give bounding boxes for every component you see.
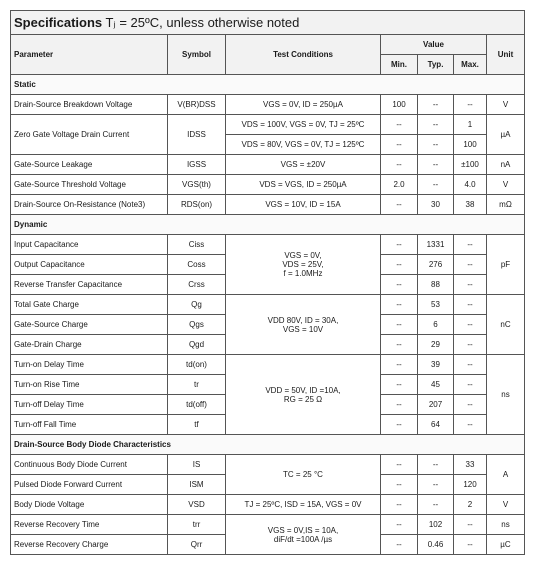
typ-cell: 0.46 — [418, 535, 454, 555]
test-cell: VDS = 80V, VGS = 0V, TJ = 125ºC — [226, 135, 381, 155]
table-row — [11, 235, 525, 255]
test-cell — [226, 515, 381, 555]
header-row-1 — [11, 35, 525, 55]
symbol-cell: VSD — [168, 495, 226, 515]
symbol-cell: IDSS — [168, 115, 226, 155]
typ-cell: -- — [418, 495, 454, 515]
typ-cell: 276 — [418, 255, 454, 275]
title-condition: Tⱼ = 25ºC, unless otherwise noted — [105, 14, 300, 30]
test-cell: VDS = VGS, ID = 250µA — [226, 175, 381, 195]
test-cell: VDS = 100V, VGS = 0V, TJ = 25ºC — [226, 115, 381, 135]
min-cell: -- — [381, 375, 418, 395]
min-cell: -- — [381, 475, 418, 495]
typ-cell: -- — [418, 475, 454, 495]
unit-cell: µA — [487, 115, 525, 155]
max-cell: 1 — [454, 115, 487, 135]
max-cell: -- — [454, 275, 487, 295]
test-cell: VGS = 0V, ID = 250µA — [226, 95, 381, 115]
test-line: RG = 25 Ω — [283, 394, 323, 404]
unit-cell: ns — [487, 515, 525, 535]
symbol-cell: Qrr — [168, 535, 226, 555]
test-cell — [226, 355, 381, 435]
test-line: diF/dt =100A /µs — [273, 534, 333, 544]
param-cell: Zero Gate Voltage Drain Current — [11, 115, 168, 155]
max-cell: -- — [454, 255, 487, 275]
param-cell: Reverse Recovery Charge — [11, 535, 168, 555]
param-cell: Gate-Drain Charge — [11, 335, 168, 355]
table-row — [11, 115, 525, 135]
min-cell: -- — [381, 535, 418, 555]
unit-cell: µC — [487, 535, 525, 555]
title-row — [11, 11, 525, 35]
test-line: VGS = 0V,IS = 10A, — [267, 525, 339, 535]
symbol-cell: trr — [168, 515, 226, 535]
min-cell: -- — [381, 115, 418, 135]
table-row — [11, 495, 525, 515]
typ-cell: 102 — [418, 515, 454, 535]
min-cell: -- — [381, 335, 418, 355]
test-line: VDD = 50V, ID =10A, — [265, 385, 341, 395]
param-cell: Input Capacitance — [11, 235, 168, 255]
table-row — [11, 455, 525, 475]
max-cell: 120 — [454, 475, 487, 495]
section-dynamic — [11, 215, 525, 235]
symbol-cell: ISM — [168, 475, 226, 495]
section-label: Drain-Source Body Diode Characteristics — [11, 435, 525, 455]
table-row — [11, 195, 525, 215]
symbol-cell: IS — [168, 455, 226, 475]
table-row — [11, 515, 525, 535]
min-cell: -- — [381, 235, 418, 255]
min-cell: 2.0 — [381, 175, 418, 195]
symbol-cell: Qgs — [168, 315, 226, 335]
param-cell: Gate-Source Charge — [11, 315, 168, 335]
max-cell: 33 — [454, 455, 487, 475]
unit-cell: nC — [487, 295, 525, 355]
symbol-cell: tf — [168, 415, 226, 435]
test-cell — [226, 295, 381, 355]
min-cell: -- — [381, 315, 418, 335]
test-cell: VGS = ±20V — [226, 155, 381, 175]
typ-cell: -- — [418, 155, 454, 175]
typ-cell: 88 — [418, 275, 454, 295]
typ-cell: -- — [418, 455, 454, 475]
param-cell: Gate-Source Leakage — [11, 155, 168, 175]
header-unit: Unit — [487, 35, 525, 75]
typ-cell: 39 — [418, 355, 454, 375]
test-cell — [226, 235, 381, 295]
symbol-cell: Crss — [168, 275, 226, 295]
max-cell: 4.0 — [454, 175, 487, 195]
table-row — [11, 295, 525, 315]
section-diode — [11, 435, 525, 455]
param-cell: Reverse Transfer Capacitance — [11, 275, 168, 295]
param-cell: Drain-Source Breakdown Voltage — [11, 95, 168, 115]
max-cell: -- — [454, 375, 487, 395]
param-cell: Turn-on Rise Time — [11, 375, 168, 395]
min-cell: 100 — [381, 95, 418, 115]
unit-cell: V — [487, 495, 525, 515]
min-cell: -- — [381, 495, 418, 515]
param-cell: Output Capacitance — [11, 255, 168, 275]
test-line: VDS = 25V, — [282, 260, 324, 269]
min-cell: -- — [381, 195, 418, 215]
symbol-cell: VGS(th) — [168, 175, 226, 195]
unit-cell: nA — [487, 155, 525, 175]
symbol-cell: RDS(on) — [168, 195, 226, 215]
param-cell: Turn-off Fall Time — [11, 415, 168, 435]
param-cell: Reverse Recovery Time — [11, 515, 168, 535]
min-cell: -- — [381, 155, 418, 175]
min-cell: -- — [381, 275, 418, 295]
max-cell: -- — [454, 535, 487, 555]
unit-cell: pF — [487, 235, 525, 295]
param-cell: Turn-on Delay Time — [11, 355, 168, 375]
max-cell: ±100 — [454, 155, 487, 175]
test-cell: TC = 25 °C — [226, 455, 381, 495]
typ-cell: -- — [418, 95, 454, 115]
typ-cell: 207 — [418, 395, 454, 415]
typ-cell: 6 — [418, 315, 454, 335]
typ-cell: 30 — [418, 195, 454, 215]
header-parameter: Parameter — [11, 35, 168, 75]
max-cell: 2 — [454, 495, 487, 515]
max-cell: 100 — [454, 135, 487, 155]
unit-cell: V — [487, 95, 525, 115]
title-bold: Specifications — [14, 14, 103, 30]
min-cell: -- — [381, 395, 418, 415]
test-cell: TJ = 25ºC, ISD = 15A, VGS = 0V — [226, 495, 381, 515]
typ-cell: 45 — [418, 375, 454, 395]
header-symbol: Symbol — [168, 35, 226, 75]
max-cell: -- — [454, 295, 487, 315]
specifications-table — [10, 10, 525, 555]
table-row — [11, 355, 525, 375]
section-label: Static — [11, 75, 525, 95]
unit-cell: A — [487, 455, 525, 495]
typ-cell: -- — [418, 135, 454, 155]
typ-cell: 64 — [418, 415, 454, 435]
unit-cell: mΩ — [487, 195, 525, 215]
param-cell: Gate-Source Threshold Voltage — [11, 175, 168, 195]
max-cell: -- — [454, 235, 487, 255]
param-cell: Total Gate Charge — [11, 295, 168, 315]
max-cell: -- — [454, 415, 487, 435]
min-cell: -- — [381, 415, 418, 435]
symbol-cell: IGSS — [168, 155, 226, 175]
symbol-cell: td(on) — [168, 355, 226, 375]
header-min: Min. — [381, 55, 418, 75]
param-cell: Body Diode Voltage — [11, 495, 168, 515]
table-title — [11, 11, 525, 35]
max-cell: -- — [454, 335, 487, 355]
section-label: Dynamic — [11, 215, 525, 235]
specifications-table-container — [10, 10, 524, 555]
param-cell: Drain-Source On-Resistance (Note3) — [11, 195, 168, 215]
header-value: Value — [381, 35, 487, 55]
table-row — [11, 95, 525, 115]
test-line: VDD 80V, ID = 30A, — [267, 315, 339, 325]
symbol-cell: Qg — [168, 295, 226, 315]
test-line: f = 1.0MHz — [283, 269, 323, 278]
min-cell: -- — [381, 135, 418, 155]
typ-cell: -- — [418, 115, 454, 135]
header-typ: Typ. — [418, 55, 454, 75]
header-max: Max. — [454, 55, 487, 75]
max-cell: -- — [454, 395, 487, 415]
symbol-cell: V(BR)DSS — [168, 95, 226, 115]
min-cell: -- — [381, 255, 418, 275]
symbol-cell: Ciss — [168, 235, 226, 255]
min-cell: -- — [381, 355, 418, 375]
typ-cell: 29 — [418, 335, 454, 355]
typ-cell: -- — [418, 175, 454, 195]
test-line: VGS = 10V — [282, 324, 324, 334]
symbol-cell: td(off) — [168, 395, 226, 415]
unit-cell: V — [487, 175, 525, 195]
typ-cell: 53 — [418, 295, 454, 315]
symbol-cell: Qgd — [168, 335, 226, 355]
min-cell: -- — [381, 515, 418, 535]
typ-cell: 1331 — [418, 235, 454, 255]
symbol-cell: Coss — [168, 255, 226, 275]
symbol-cell: tr — [168, 375, 226, 395]
param-cell: Pulsed Diode Forward Current — [11, 475, 168, 495]
param-cell: Continuous Body Diode Current — [11, 455, 168, 475]
param-cell: Turn-off Delay Time — [11, 395, 168, 415]
max-cell: -- — [454, 355, 487, 375]
min-cell: -- — [381, 295, 418, 315]
table-row — [11, 175, 525, 195]
table-row — [11, 155, 525, 175]
max-cell: -- — [454, 315, 487, 335]
max-cell: -- — [454, 515, 487, 535]
header-test-conditions: Test Conditions — [226, 35, 381, 75]
unit-cell: ns — [487, 355, 525, 435]
max-cell: 38 — [454, 195, 487, 215]
section-static — [11, 75, 525, 95]
max-cell: -- — [454, 95, 487, 115]
min-cell: -- — [381, 455, 418, 475]
test-line: VGS = 0V, — [284, 251, 322, 260]
test-cell: VGS = 10V, ID = 15A — [226, 195, 381, 215]
